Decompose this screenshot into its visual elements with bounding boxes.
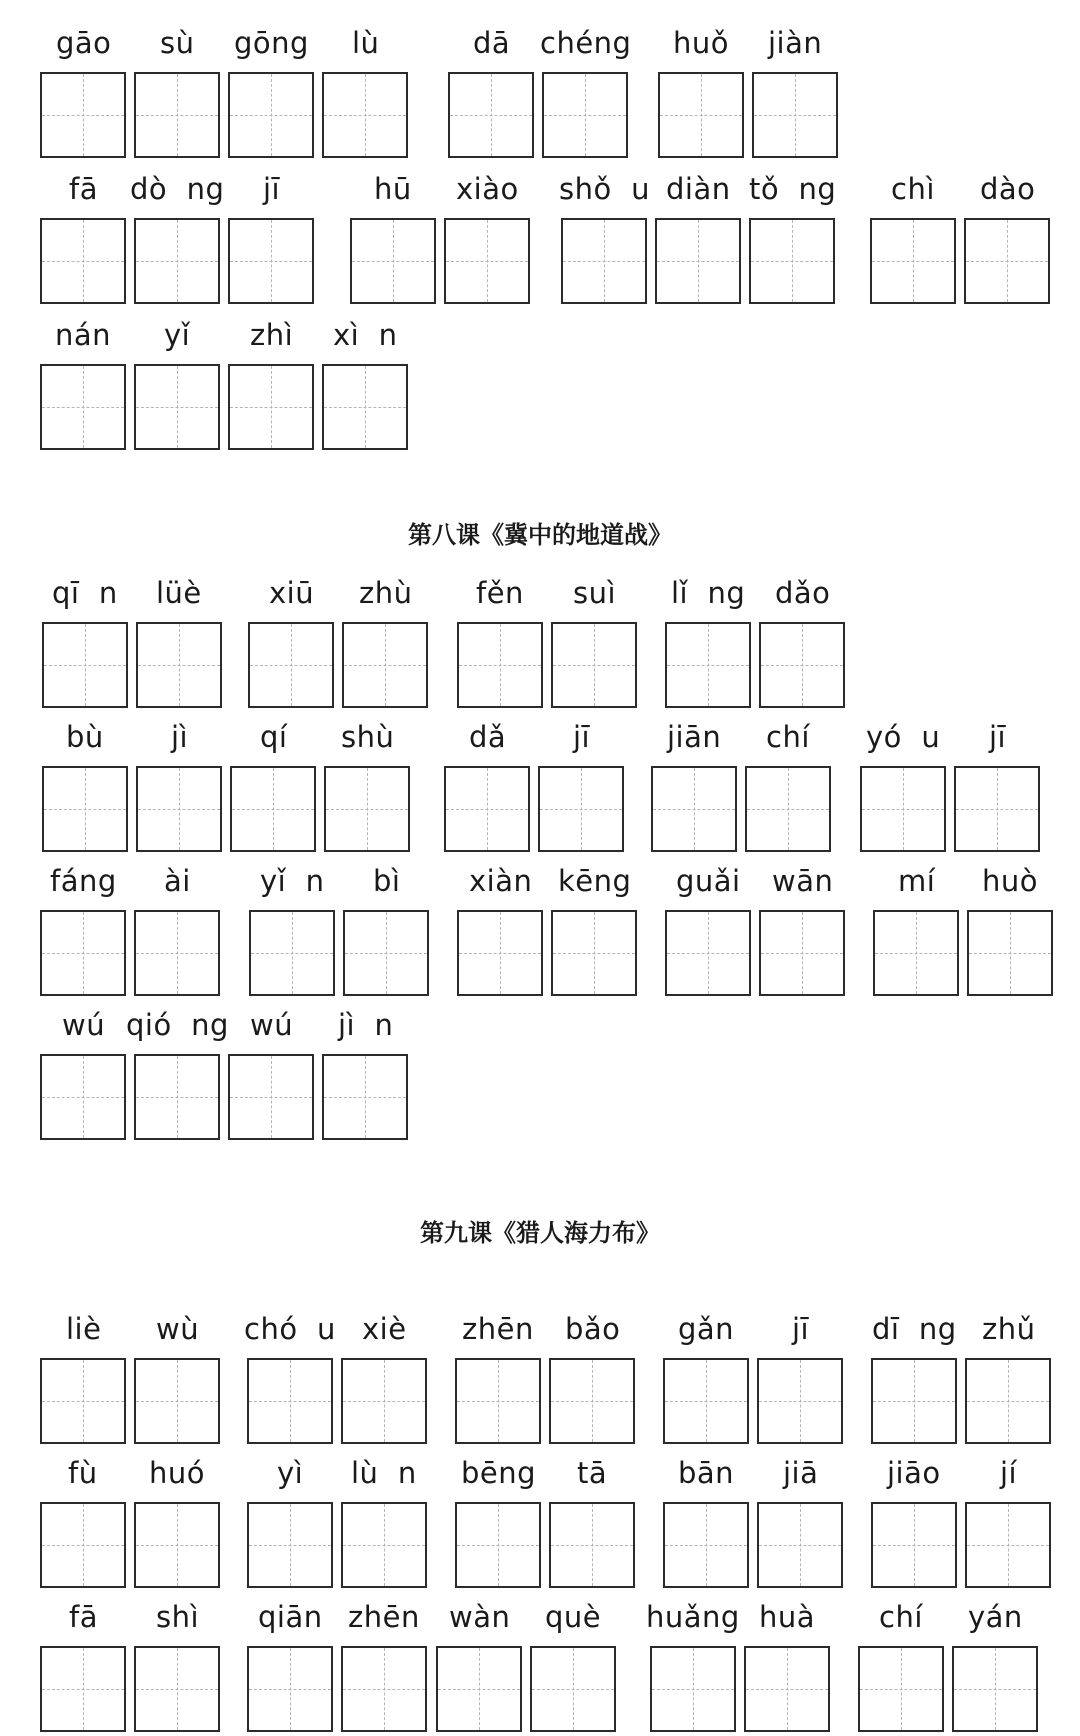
pinyin-label: chó u [244, 1312, 336, 1346]
writing-grid-box[interactable] [249, 910, 335, 996]
writing-grid-box[interactable] [40, 1502, 126, 1588]
pinyin-label: yán [968, 1600, 1023, 1634]
writing-grid-box[interactable] [322, 1054, 408, 1140]
writing-grid-box[interactable] [134, 72, 220, 158]
pinyin-label: huǒ [673, 26, 730, 60]
writing-grid-box[interactable] [651, 766, 737, 852]
writing-grid-box[interactable] [665, 622, 751, 708]
pinyin-label: dǎo [775, 576, 831, 610]
pinyin-label: huó [149, 1456, 206, 1490]
writing-grid-box[interactable] [248, 622, 334, 708]
writing-grid-box[interactable] [247, 1358, 333, 1444]
writing-grid-box[interactable] [650, 1646, 736, 1732]
pinyin-label: fā [69, 1600, 98, 1634]
pinyin-label: nán [55, 318, 112, 352]
writing-grid-box[interactable] [457, 910, 543, 996]
pinyin-label: yǐ [164, 318, 191, 352]
writing-grid-box[interactable] [350, 218, 436, 304]
pinyin-label: sù [160, 26, 195, 60]
writing-grid-box[interactable] [759, 622, 845, 708]
writing-grid-box[interactable] [134, 364, 220, 450]
writing-grid-box[interactable] [952, 1646, 1038, 1732]
writing-grid-box[interactable] [247, 1502, 333, 1588]
pinyin-label: shì [156, 1600, 200, 1634]
writing-grid-box[interactable] [342, 622, 428, 708]
pinyin-label: lüè [156, 576, 202, 610]
writing-grid-box[interactable] [134, 910, 220, 996]
writing-grid-box[interactable] [549, 1358, 635, 1444]
writing-grid-box[interactable] [444, 766, 530, 852]
pinyin-label: jī [573, 720, 591, 754]
pinyin-label: zhù [359, 576, 413, 610]
writing-grid-box[interactable] [965, 1502, 1051, 1588]
pinyin-label: huǎng [646, 1600, 740, 1634]
pinyin-label: xiào [456, 172, 519, 206]
writing-grid-box[interactable] [322, 72, 408, 158]
pinyin-label: tā [577, 1456, 608, 1490]
pinyin-label: qió ng [126, 1008, 229, 1042]
pinyin-label: jiān [667, 720, 722, 754]
pinyin-label: gǎn [678, 1312, 735, 1346]
writing-grid-box[interactable] [967, 910, 1053, 996]
writing-grid-box[interactable] [134, 1054, 220, 1140]
pinyin-label: xiè [362, 1312, 407, 1346]
pinyin-label: yó u [866, 720, 941, 754]
pinyin-label: chí [766, 720, 810, 754]
lesson-title: 第九课《猎人海力布》 [420, 1218, 660, 1247]
pinyin-label: bì [373, 864, 401, 898]
pinyin-label: jī [263, 172, 281, 206]
pinyin-label: jiā [783, 1456, 819, 1490]
pinyin-label: qī n [52, 576, 118, 610]
pinyin-label: wú [62, 1008, 106, 1042]
pinyin-label: dò ng [130, 172, 225, 206]
pinyin-label: zhēn [462, 1312, 534, 1346]
pinyin-label: huà [759, 1600, 816, 1634]
writing-grid-box[interactable] [860, 766, 946, 852]
writing-grid-box[interactable] [230, 766, 316, 852]
writing-grid-box[interactable] [324, 766, 410, 852]
pinyin-label: qí [260, 720, 288, 754]
pinyin-label: jī [792, 1312, 810, 1346]
writing-grid-box[interactable] [954, 766, 1040, 852]
writing-grid-box[interactable] [134, 218, 220, 304]
pinyin-label: suì [573, 576, 617, 610]
writing-grid-box[interactable] [228, 364, 314, 450]
pinyin-label: liè [66, 1312, 102, 1346]
pinyin-label: jī [989, 720, 1007, 754]
writing-grid-box[interactable] [42, 622, 128, 708]
pinyin-label: bǎo [565, 1312, 621, 1346]
writing-grid-box[interactable] [455, 1502, 541, 1588]
pinyin-label: gāo [56, 26, 112, 60]
pinyin-label: què [545, 1600, 602, 1634]
pinyin-label: shǒ u [559, 172, 651, 206]
writing-grid-box[interactable] [136, 622, 222, 708]
writing-grid-box[interactable] [343, 910, 429, 996]
pinyin-label: kēng [558, 864, 632, 898]
writing-grid-box[interactable] [655, 218, 741, 304]
writing-grid-box[interactable] [134, 1502, 220, 1588]
pinyin-label: bēng [461, 1456, 537, 1490]
pinyin-label: fù [68, 1456, 98, 1490]
pinyin-label: diàn [666, 172, 731, 206]
pinyin-label: yì [277, 1456, 304, 1490]
writing-grid-box[interactable] [561, 218, 647, 304]
writing-grid-box[interactable] [964, 218, 1050, 304]
pinyin-label: qiān [258, 1600, 323, 1634]
pinyin-label: wàn [449, 1600, 511, 1634]
writing-grid-box[interactable] [40, 72, 126, 158]
pinyin-label: chì [891, 172, 935, 206]
writing-grid-box[interactable] [757, 1358, 843, 1444]
writing-grid-box[interactable] [759, 910, 845, 996]
writing-grid-box[interactable] [752, 72, 838, 158]
writing-grid-box[interactable] [40, 1358, 126, 1444]
pinyin-label: zhì [250, 318, 294, 352]
writing-grid-box[interactable] [42, 766, 128, 852]
writing-grid-box[interactable] [965, 1358, 1051, 1444]
writing-grid-box[interactable] [749, 218, 835, 304]
pinyin-label: zhēn [348, 1600, 420, 1634]
lesson-title: 第八课《冀中的地道战》 [408, 520, 672, 549]
writing-grid-box[interactable] [228, 218, 314, 304]
writing-grid-box[interactable] [134, 1646, 220, 1732]
pinyin-label: jiàn [768, 26, 823, 60]
writing-grid-box[interactable] [457, 622, 543, 708]
pinyin-label: xì n [333, 318, 398, 352]
pinyin-label: guǎi [676, 864, 741, 898]
pinyin-label: ài [164, 864, 191, 898]
writing-grid-box[interactable] [744, 1646, 830, 1732]
writing-grid-box[interactable] [663, 1502, 749, 1588]
pinyin-label: lù [352, 26, 380, 60]
writing-grid-box[interactable] [551, 622, 637, 708]
pinyin-label: tǒ ng [749, 172, 837, 206]
writing-grid-box[interactable] [40, 910, 126, 996]
writing-grid-box[interactable] [873, 910, 959, 996]
writing-grid-box[interactable] [247, 1646, 333, 1732]
pinyin-label: lù n [351, 1456, 417, 1490]
writing-grid-box[interactable] [665, 910, 751, 996]
pinyin-label: dī ng [872, 1312, 957, 1346]
writing-grid-box[interactable] [341, 1358, 427, 1444]
pinyin-label: fáng [50, 864, 117, 898]
writing-grid-box[interactable] [542, 72, 628, 158]
pinyin-label: chí [879, 1600, 923, 1634]
pinyin-label: wú [250, 1008, 294, 1042]
pinyin-label: xiū [269, 576, 315, 610]
writing-grid-box[interactable] [228, 72, 314, 158]
writing-grid-box[interactable] [228, 1054, 314, 1140]
pinyin-label: shù [341, 720, 395, 754]
pinyin-label: jì [171, 720, 189, 754]
pinyin-label: zhǔ [982, 1312, 1036, 1346]
pinyin-label: hū [374, 172, 412, 206]
writing-grid-box[interactable] [341, 1502, 427, 1588]
writing-grid-box[interactable] [549, 1502, 635, 1588]
writing-grid-box[interactable] [341, 1646, 427, 1732]
writing-grid-box[interactable] [538, 766, 624, 852]
pinyin-label: dā [473, 26, 511, 60]
writing-grid-box[interactable] [530, 1646, 616, 1732]
pinyin-label: mí [898, 864, 936, 898]
writing-grid-box[interactable] [455, 1358, 541, 1444]
pinyin-label: bān [678, 1456, 735, 1490]
writing-grid-box[interactable] [40, 1646, 126, 1732]
writing-grid-box[interactable] [436, 1646, 522, 1732]
writing-grid-box[interactable] [757, 1502, 843, 1588]
writing-grid-box[interactable] [871, 1502, 957, 1588]
writing-grid-box[interactable] [745, 766, 831, 852]
writing-grid-box[interactable] [448, 72, 534, 158]
pinyin-label: jì n [338, 1008, 394, 1042]
pinyin-label: bù [66, 720, 104, 754]
pinyin-label: wān [772, 864, 834, 898]
writing-grid-box[interactable] [40, 218, 126, 304]
pinyin-label: gōng [234, 26, 309, 60]
writing-grid-box[interactable] [551, 910, 637, 996]
writing-grid-box[interactable] [134, 1358, 220, 1444]
writing-grid-box[interactable] [322, 364, 408, 450]
writing-grid-box[interactable] [663, 1358, 749, 1444]
writing-grid-box[interactable] [40, 364, 126, 450]
pinyin-label: huò [982, 864, 1039, 898]
pinyin-label: wù [156, 1312, 200, 1346]
pinyin-label: lǐ ng [671, 576, 746, 610]
pinyin-label: dào [980, 172, 1036, 206]
pinyin-label: fā [69, 172, 98, 206]
pinyin-label: jí [1000, 1456, 1018, 1490]
pinyin-label: chéng [540, 26, 632, 60]
writing-grid-box[interactable] [871, 1358, 957, 1444]
pinyin-label: dǎ [469, 720, 507, 754]
writing-grid-box[interactable] [136, 766, 222, 852]
writing-grid-box[interactable] [40, 1054, 126, 1140]
pinyin-label: xiàn [469, 864, 533, 898]
writing-grid-box[interactable] [858, 1646, 944, 1732]
pinyin-label: fěn [476, 576, 524, 610]
pinyin-label: jiāo [887, 1456, 941, 1490]
writing-grid-box[interactable] [870, 218, 956, 304]
writing-grid-box[interactable] [658, 72, 744, 158]
writing-grid-box[interactable] [444, 218, 530, 304]
pinyin-label: yǐ n [260, 864, 325, 898]
